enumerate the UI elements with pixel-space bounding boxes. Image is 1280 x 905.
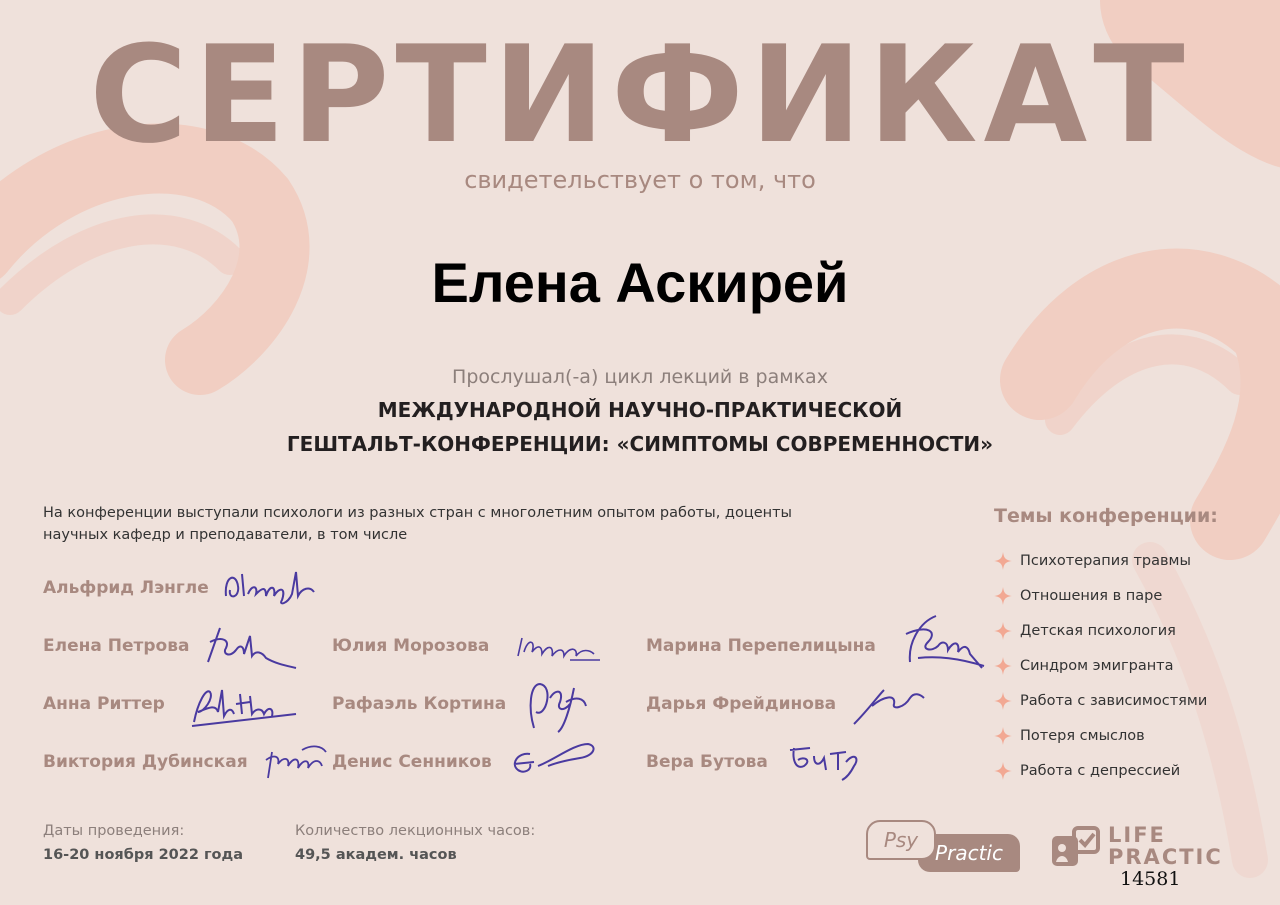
signature-image: [222, 566, 322, 606]
certificate-subtitle: свидетельствует о том, что: [464, 166, 816, 194]
sparkle-icon: [994, 727, 1012, 745]
topic-label: Работа с зависимостями: [1020, 693, 1208, 709]
psy-practic-logo: [866, 818, 1022, 874]
recipient-name: Елена Аскирей: [431, 251, 849, 314]
sparkle-icon: [994, 552, 1012, 570]
psy-logo-part: Psy: [866, 820, 936, 860]
topics-title: Темы конференции:: [994, 505, 1218, 527]
sparkle-icon: [994, 587, 1012, 605]
life-practic-line1: LIFE: [1108, 823, 1166, 847]
speakers-description: [43, 502, 863, 546]
signature-image: [508, 740, 600, 776]
speakers-description-line1: На конференции выступали психологи из разных стран с многолетним опытом работы, доценты: [43, 505, 792, 521]
topic-label: Детская психология: [1020, 623, 1176, 639]
dates-value: 16-20 ноября 2022 года: [43, 847, 244, 863]
hours-label: Количество лекционных часов:: [295, 823, 536, 839]
life-practic-icon: [1052, 826, 1100, 868]
topic-label: Синдром эмигранта: [1020, 658, 1174, 674]
speaker-name: Денис Сенников: [332, 752, 492, 772]
speaker-name: Рафаэль Кортина: [332, 694, 507, 714]
topic-label: Отношения в паре: [1020, 588, 1163, 604]
speakers-description-line2: научных кафедр и преподаватели, в том числе: [43, 527, 408, 543]
signature-image: [514, 630, 604, 664]
signature-image: [262, 738, 330, 782]
signature-image: [200, 622, 300, 672]
sparkle-icon: [994, 657, 1012, 675]
signature-image: [520, 678, 594, 734]
signature-image: [784, 740, 862, 782]
speaker-name: Елена Петрова: [43, 636, 190, 656]
topic-item: [994, 725, 1145, 747]
topic-item: [994, 690, 1207, 712]
topic-item: [994, 585, 1162, 607]
speaker-name: Вера Бутова: [646, 752, 768, 772]
topic-label: Работа с депрессией: [1020, 763, 1181, 779]
conference-name-line1: МЕЖДУНАРОДНОЙ НАУЧНО-ПРАКТИЧЕСКОЙ: [377, 398, 903, 422]
serial-number: 14581: [1120, 868, 1181, 890]
dates-label: Даты проведения:: [43, 823, 185, 839]
life-practic-logo: [1052, 822, 1232, 872]
speaker-name: Альфрид Лэнгле: [43, 578, 209, 598]
speaker-name: Дарья Фрейдинова: [646, 694, 837, 714]
topic-item: [994, 620, 1176, 642]
life-practic-line2: PRACTIC: [1108, 845, 1223, 869]
topic-item: [994, 550, 1191, 572]
topic-label: Потеря смыслов: [1020, 728, 1145, 744]
intro-text: Прослушал(-а) цикл лекций в рамках: [452, 366, 828, 388]
sparkle-icon: [994, 762, 1012, 780]
signature-image: [898, 612, 988, 678]
sparkle-icon: [994, 622, 1012, 640]
signature-image: [188, 682, 302, 734]
speaker-name: Юлия Морозова: [332, 636, 490, 656]
speaker-name: Виктория Дубинская: [43, 752, 248, 772]
practic-logo-part: Practic: [918, 834, 1020, 872]
conference-name-line2: ГЕШТАЛЬТ-КОНФЕРЕНЦИИ: «СИМПТОМЫ СОВРЕМЕННОСТИ»: [286, 432, 994, 456]
topic-label: Психотерапия травмы: [1020, 553, 1191, 569]
hours-value: 49,5 академ. часов: [295, 847, 457, 863]
signature-image: [848, 684, 928, 728]
topic-item: [994, 655, 1174, 677]
topic-item: [994, 760, 1180, 782]
certificate-title: СЕРТИФИКАТ: [89, 17, 1191, 173]
speaker-name: Анна Риттер: [43, 694, 165, 714]
speaker-name: Марина Перепелицына: [646, 636, 876, 656]
sparkle-icon: [994, 692, 1012, 710]
